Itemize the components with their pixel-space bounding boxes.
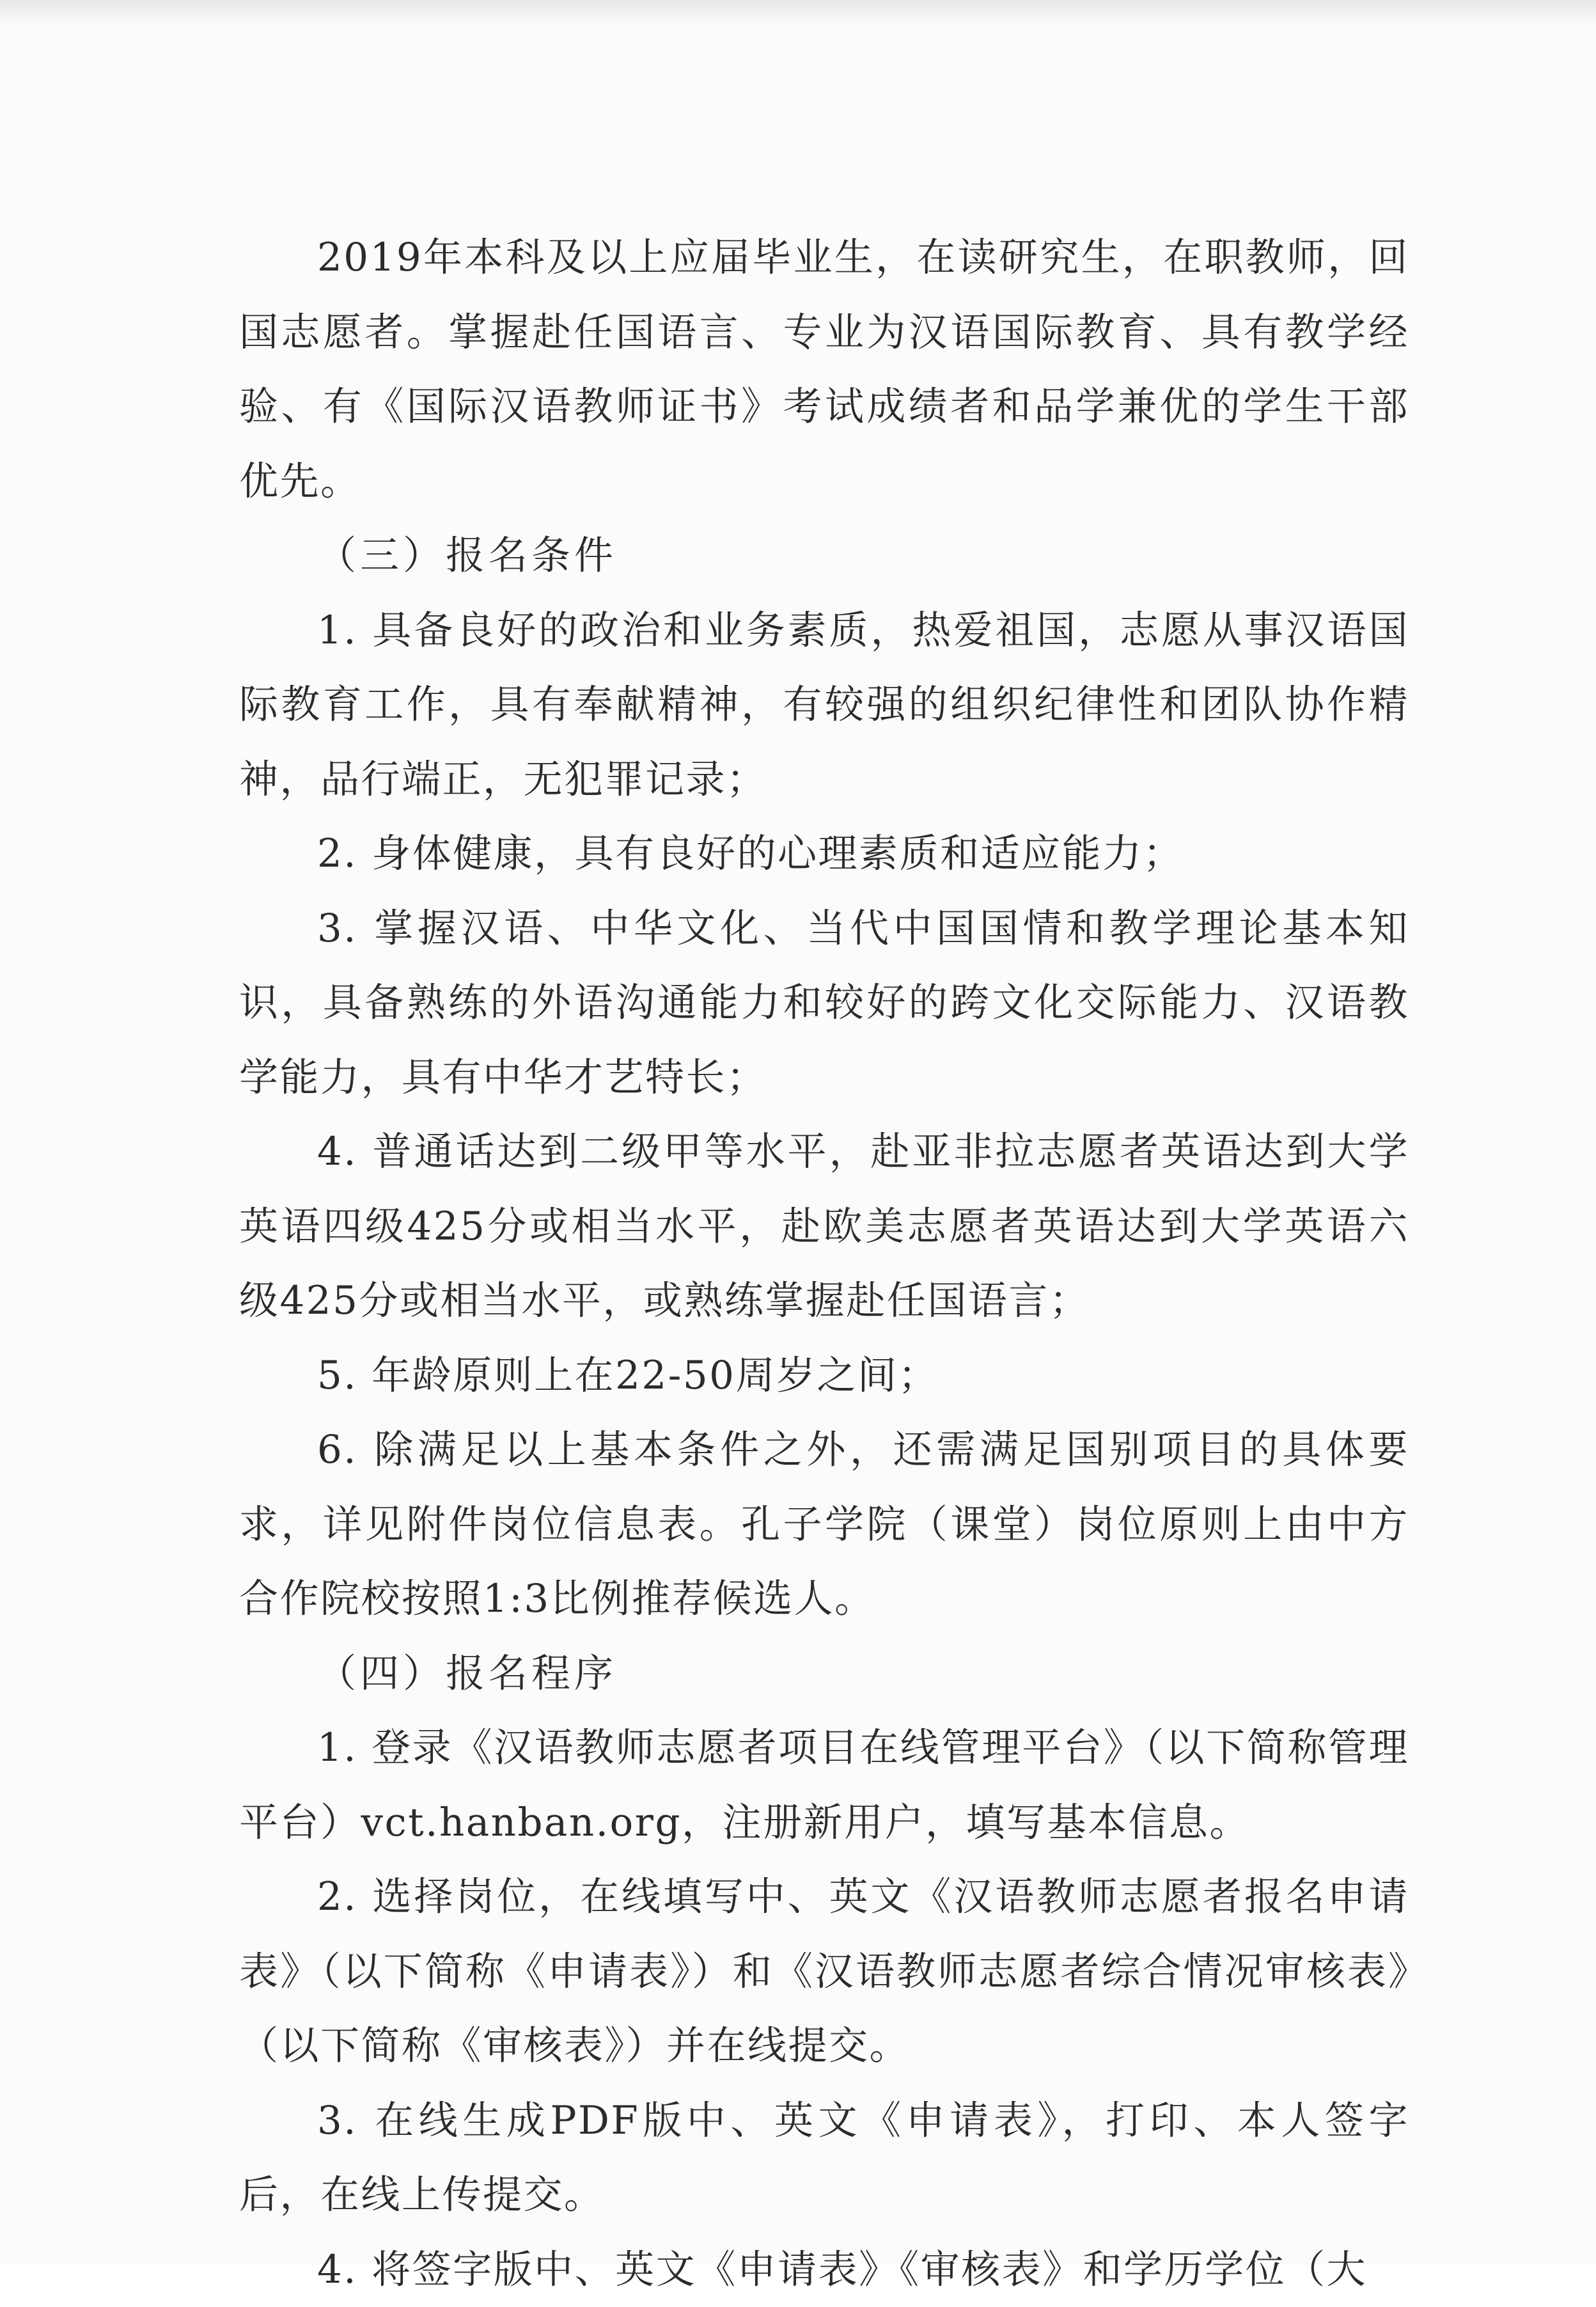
requirement-item-3: 3. 掌握汉语、中华文化、当代中国国情和教学理论基本知识，具备熟练的外语沟通能力和较好的跨文化交际能力、汉语教学能力，具有中华才艺特长； <box>239 892 1409 1115</box>
requirement-item-1: 1. 具备良好的政治和业务素质，热爱祖国，志愿从事汉语国际教育工作，具有奉献精神，有较强的组织纪律性和团队协作精神，品行端正，无犯罪记录； <box>239 594 1409 817</box>
procedure-step-3: 3. 在线生成PDF版中、英文《申请表》，打印、本人签字后，在线上传提交。 <box>239 2084 1409 2233</box>
scan-shadow <box>0 0 1596 26</box>
requirement-item-2: 2. 身体健康，具有良好的心理素质和适应能力； <box>239 817 1409 892</box>
requirement-item-5: 5. 年龄原则上在22-50周岁之间； <box>239 1339 1409 1413</box>
procedure-step-4: 4. 将签字版中、英文《申请表》《审核表》和学历学位（大 <box>239 2233 1409 2307</box>
procedure-step-2: 2. 选择岗位，在线填写中、英文《汉语教师志愿者报名申请表》（以下简称《申请表》）和《汉语教师志愿者综合情况审核表》（以下简称《审核表》）并在线提交。 <box>239 1860 1409 2084</box>
requirement-item-4: 4. 普通话达到二级甲等水平，赴亚非拉志愿者英语达到大学英语四级425分或相当水平，赴欧美志愿者英语达到大学英语六级425分或相当水平，或熟练掌握赴任国语言； <box>239 1115 1409 1339</box>
procedure-step-1: 1. 登录《汉语教师志愿者项目在线管理平台》（以下简称管理平台）vct.hanban.org，注册新用户，填写基本信息。 <box>239 1711 1409 1860</box>
section-heading-requirements: （三）报名条件 <box>239 519 1409 594</box>
section-heading-procedure: （四）报名程序 <box>239 1637 1409 1712</box>
paragraph-eligibility-continued: 2019年本科及以上应届毕业生，在读研究生，在职教师，回国志愿者。掌握赴任国语言、专业为汉语国际教育、具有教学经验、有《国际汉语教师证书》考试成绩者和品学兼优的学生干部优先。 <box>239 221 1409 519</box>
requirement-item-6: 6. 除满足以上基本条件之外，还需满足国别项目的具体要求，详见附件岗位信息表。孔子学院（课堂）岗位原则上由中方合作院校按照1:3比例推荐候选人。 <box>239 1413 1409 1637</box>
document-body <box>239 221 1409 2307</box>
